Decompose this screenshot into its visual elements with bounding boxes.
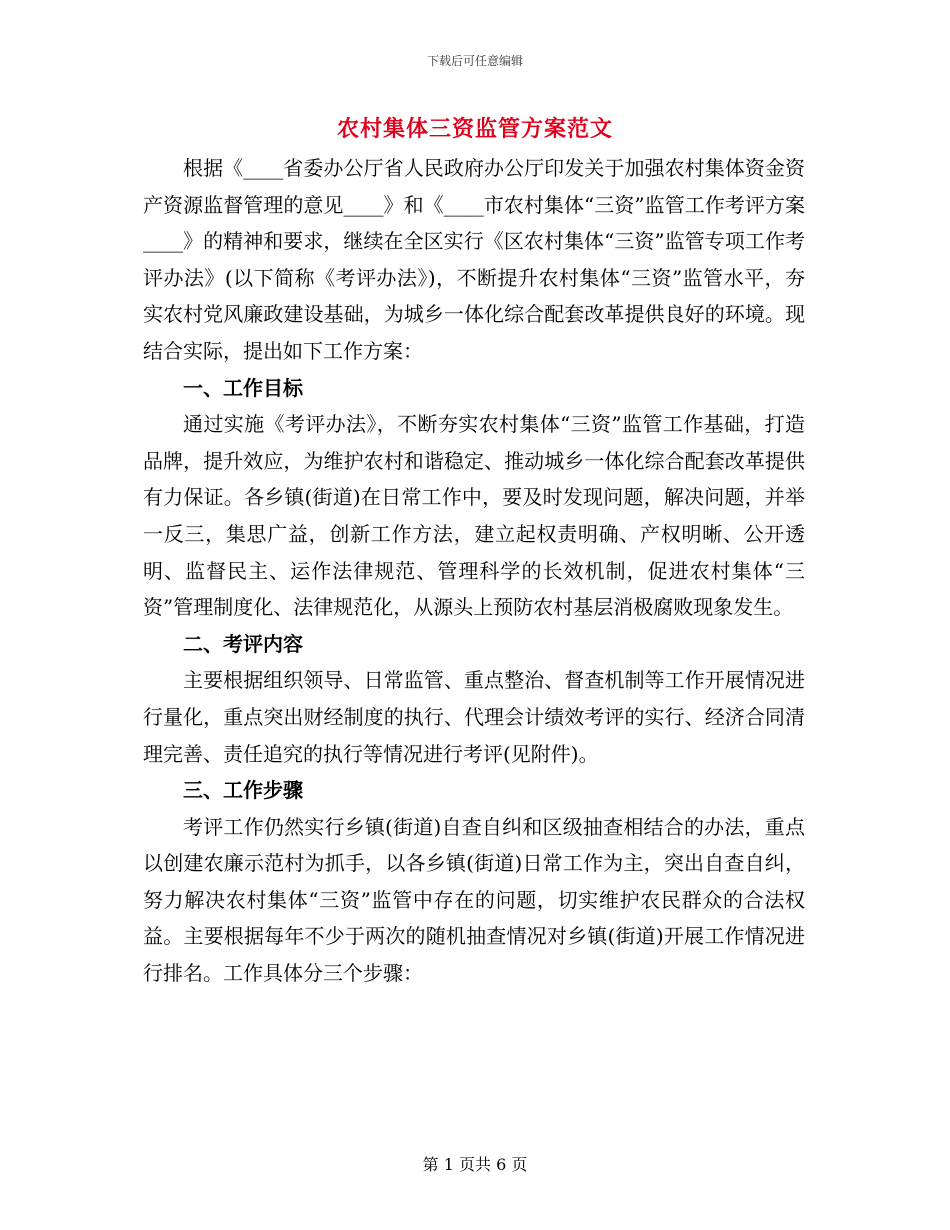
document-title: 农村集体三资监管方案范文	[336, 116, 613, 142]
page-header-note: 下载后可任意编辑	[426, 54, 523, 68]
section-paragraph-content: 主要根据组织领导、日常监管、重点整治、督查机制等工作开展情况进行量化，重点突出财经制度的执行、代理会计绩效考评的实行、经济合同清理完善、责任追究的执行等情况进行考评(见附件)。	[143, 668, 805, 766]
section-heading-goals: 一、工作目标	[183, 375, 303, 400]
document-body	[143, 150, 805, 992]
section-paragraph-steps: 考评工作仍然实行乡镇(街道)自查自纠和区级抽查相结合的办法，重点以创建农廉示范村为抓手，以各乡镇(街道)日常工作为主，突出自查自纠，努力解决农村集体“三资”监管中存在的问题，切实维护农民群众的合法权益。主要根据每年不少于两次的随机抽查情况对乡镇(街道)开展工作情况进行排名。工作具体分三个步骤：	[143, 814, 805, 986]
intro-paragraph: 根据《____省委办公厅省人民政府办公厅印发关于加强农村集体资金资产资源监督管理的意见____》和《____市农村集体“三资”监管工作考评方案____》的精神和要求，继续在全区实行《区农村集体“三资”监管专项工作考评办法》(以下简称《考评办法》)，不断提升农村集体“三资”监管水平，夯实农村党风廉政建设基础，为城乡一体化综合配套改革提供良好的环境。现结合实际，提出如下工作方案：	[143, 156, 805, 363]
section-paragraph-goals: 通过实施《考评办法》，不断夯实农村集体“三资”监管工作基础，打造品牌，提升效应，为维护农村和谐稳定、推动城乡一体化综合配套改革提供有力保证。各乡镇(街道)在日常工作中，要及时发现问题，解决问题，并举一反三，集思广益，创新工作方法，建立起权责明确、产权明晰、公开透明、监督民主、运作法律规范、管理科学的长效机制，促进农村集体“三资”管理制度化、法律规范化，从源头上预防农村基层消极腐败现象发生。	[143, 412, 805, 620]
page-number-footer: 第 1 页共 6 页	[422, 1155, 528, 1174]
section-heading-content: 二、考评内容	[183, 631, 303, 656]
section-heading-steps: 三、工作步骤	[183, 778, 303, 803]
